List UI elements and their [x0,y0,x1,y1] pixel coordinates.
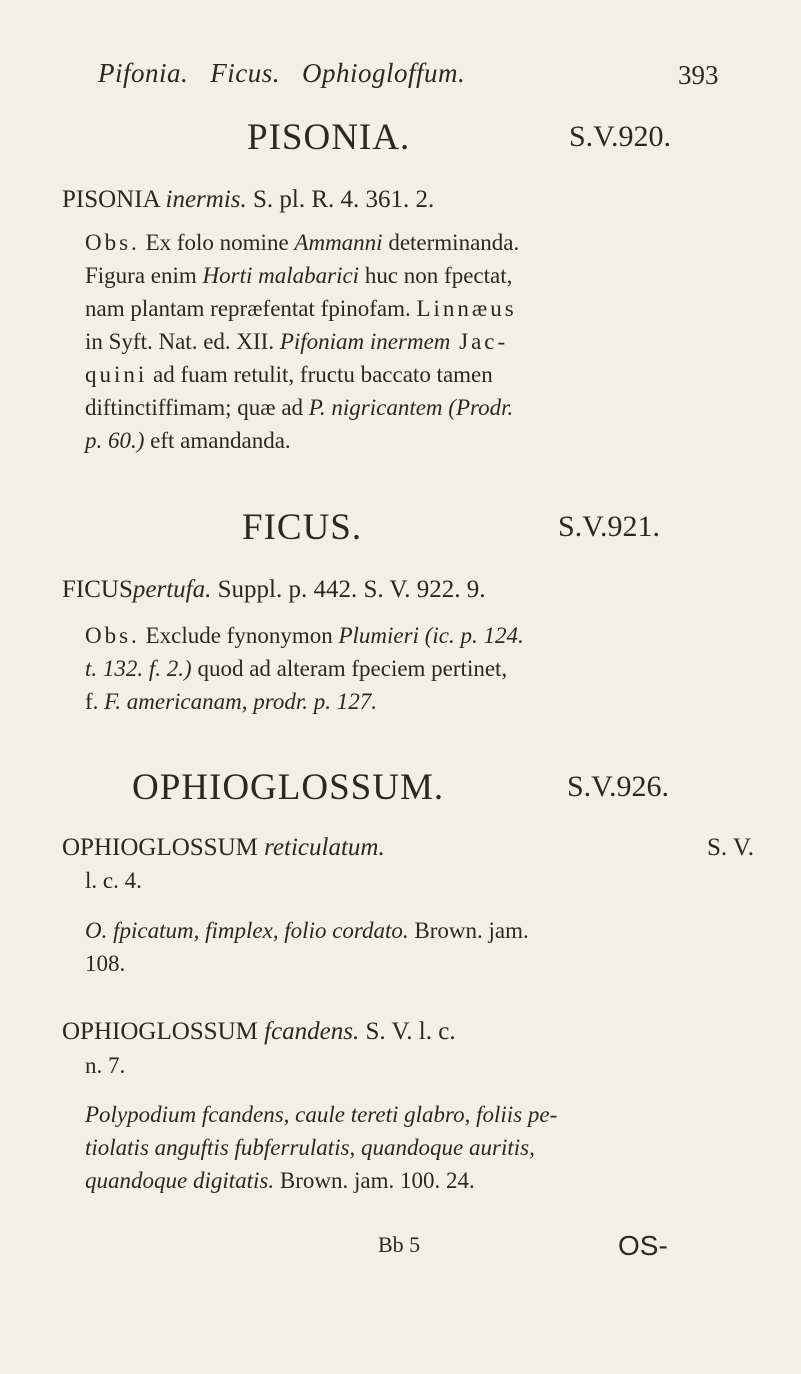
obs-label: Obs. [85,623,140,648]
signature-mark: Bb 5 [378,1232,421,1257]
species-title-ficus [62,576,485,604]
section-ref-ficus: S.V.921. [558,510,660,543]
page-number: 393 [678,60,719,90]
species-title-ophioglossum-scandens [62,1018,456,1046]
genus-name: OPHIOGLOSSUM [62,834,258,861]
section-ref-pisonia: S.V.920. [569,120,671,153]
obs-line: diftinctiffimam; quæ ad P. nigricantem (Prodr. [85,395,514,420]
species-ref: S. V. [706,834,754,861]
section-heading-pisonia: PISONIA. [247,117,411,158]
desc-line: 108. [85,951,126,976]
section-ref-ophioglossum: S.V.926. [567,770,669,803]
obs-label: Obs. [85,230,140,255]
species-epithet: pertufa. [132,576,212,603]
running-head-right: Ophiogloffum. [302,58,466,88]
species-epithet: reticulatum. [264,834,385,861]
species-ref-cont: l. c. 4. [85,868,142,893]
obs-line: f. F. americanam, prodr. p. 127. [85,689,377,714]
obs-line: Figura enim Horti malabarici huc non fpectat, [85,263,513,288]
obs-line: in Syft. Nat. ed. XII. Pifoniam inermem Jac- [85,329,509,354]
running-head [98,58,465,89]
desc-line: quandoque digitatis. Brown. jam. 100. 24. [85,1168,475,1193]
catchword: OS- [618,1230,668,1261]
section-heading-ophioglossum: OPHIOGLOSSUM. [132,767,445,808]
species-title-ophioglossum-reticulatum [62,834,754,862]
obs-line: Obs. Exclude fynonymon Plumieri (ic. p. 124. [85,623,524,648]
species-title-pisonia [62,186,434,214]
obs-line: t. 132. f. 2.) quod ad alteram fpeciem pertinet, [85,656,508,681]
genus-name: PISONIA [62,186,160,213]
desc-line: tiolatis anguftis fubferrulatis, quandoque auritis, [85,1135,535,1160]
genus-name: FICUS [62,576,133,603]
genus-name: OPHIOGLOSSUM [62,1018,258,1045]
species-ref-cont: n. 7. [85,1053,126,1078]
desc-line: O. fpicatum, fimplex, folio cordato. Brown. jam. [85,918,529,943]
obs-line: Obs. Ex folo nomine Ammanni determinanda. [85,230,520,255]
running-head-middle: Ficus. [210,58,280,88]
obs-line: nam plantam repræfentat fpinofam. Linnæus [85,296,517,321]
species-epithet: fcandens. [264,1018,360,1045]
species-ref: S. pl. R. 4. 361. 2. [253,186,435,213]
species-ref: Suppl. p. 442. S. V. 922. 9. [217,576,486,603]
species-epithet: inermis. [165,186,247,213]
species-ref: S. V. l. c. [365,1018,456,1045]
running-head-left: Pifonia. [98,58,189,88]
section-heading-ficus: FICUS. [242,507,363,548]
obs-line: p. 60.) eft amandanda. [85,428,291,453]
obs-line: quini ad fuam retulit, fructu baccato tamen [85,362,493,387]
desc-line: Polypodium fcandens, caule tereti glabro, foliis pe- [85,1102,558,1127]
